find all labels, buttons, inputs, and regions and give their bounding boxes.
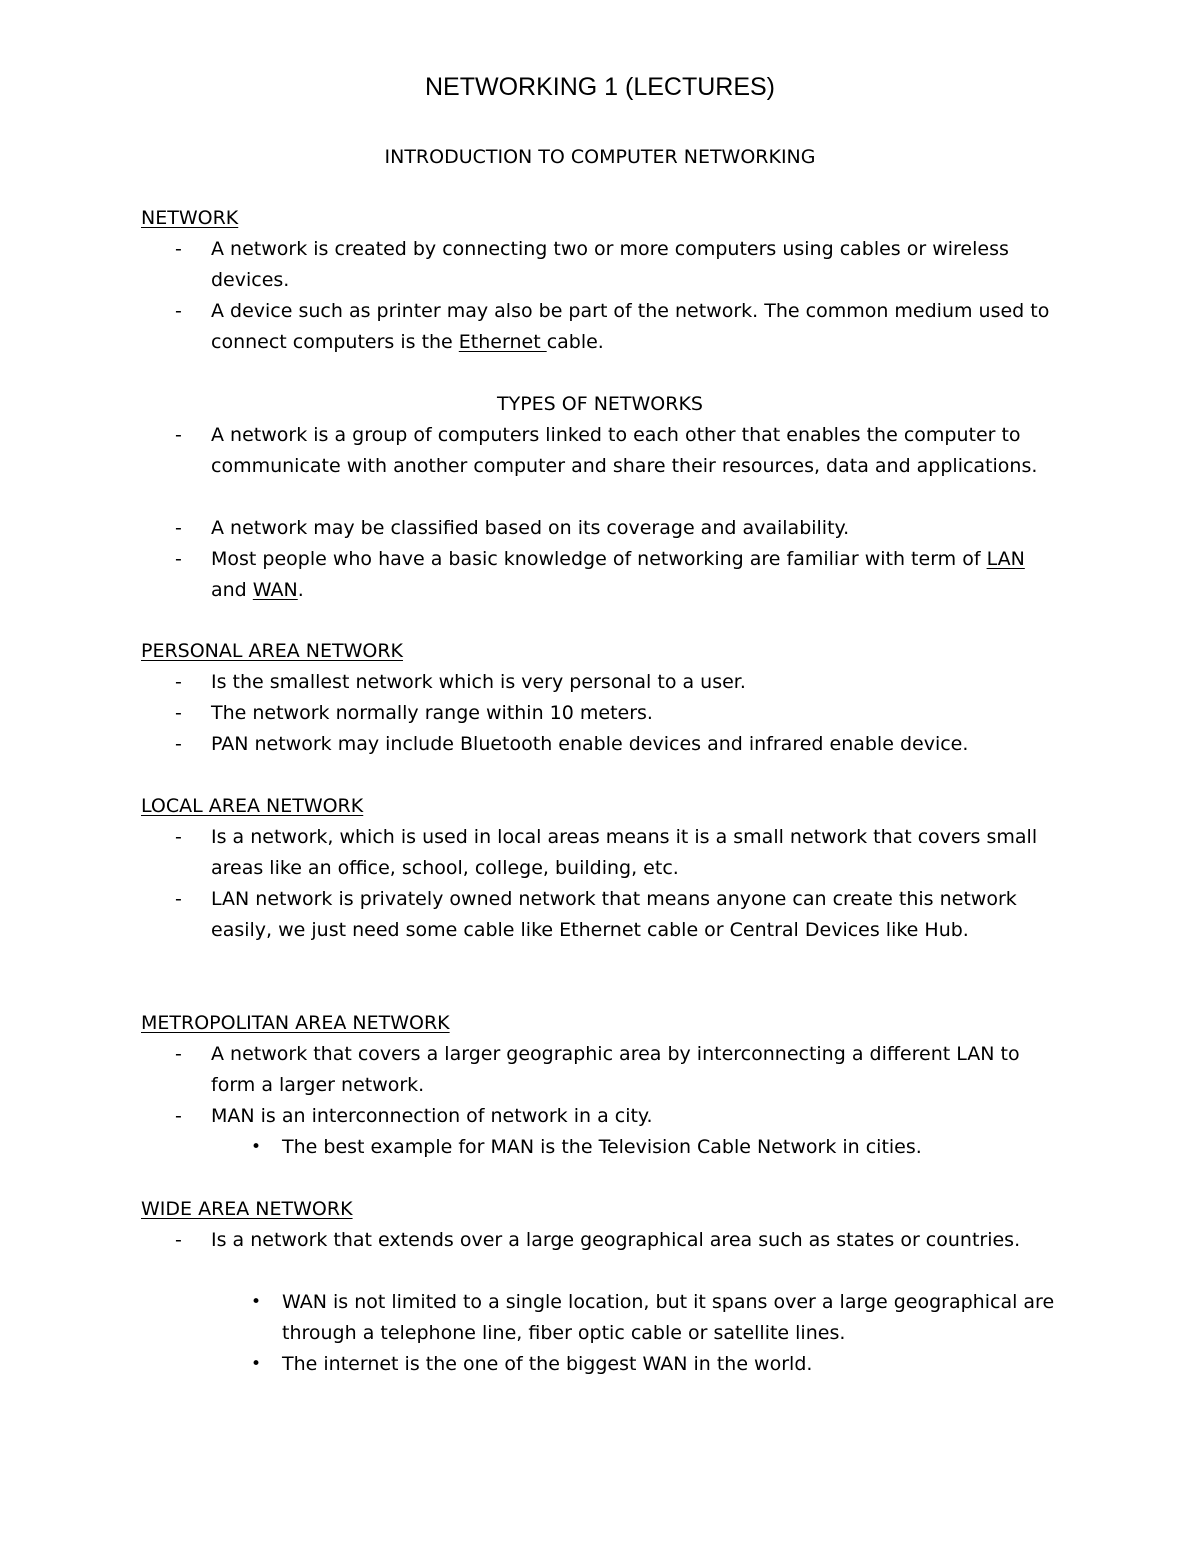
list-item-text: Is the smallest network which is very personal to a user. [211, 671, 746, 693]
sub-list-item-text: WAN is not limited to a single location, but it spans over a large geographical are through a telephone line, fiber optic cable or satellite lines. [282, 1291, 1055, 1344]
dash-marker: - [175, 517, 182, 539]
dash-marker: - [175, 671, 182, 693]
list-item [141, 544, 1061, 606]
sub-list-item-text: The best example for MAN is the Television Cable Network in cities. [282, 1136, 922, 1158]
ethernet-term: Ethernet [458, 331, 547, 353]
list-item-text: A network may be classified based on its coverage and availability. [211, 517, 850, 539]
list-item [141, 420, 1061, 482]
list-item-text: MAN is an interconnection of network in a city. [211, 1105, 653, 1127]
list-item [141, 296, 1061, 358]
list-item [141, 513, 1061, 544]
dash-marker: - [175, 300, 182, 322]
document-subtitle: INTRODUCTION TO COMPUTER NETWORKING [384, 146, 816, 168]
bullet-marker: • [251, 1292, 262, 1312]
sub-list-item [141, 1287, 1071, 1349]
sub-list-item-text: The internet is the one of the biggest WAN in the world. [282, 1353, 813, 1375]
list-item [141, 1039, 1061, 1101]
list-item-text: A network is a group of computers linked to each other that enables the computer to communicate with another computer and share their resources, data and applications. [211, 424, 1038, 477]
list-item-text: PAN network may include Bluetooth enable devices and infrared enable device. [211, 733, 969, 755]
dash-marker: - [175, 733, 182, 755]
dash-marker: - [175, 1043, 182, 1065]
section-heading-man: METROPOLITAN AREA NETWORK [141, 1012, 450, 1034]
list-item [141, 234, 1061, 296]
document-title: NETWORKING 1 (LECTURES) [424, 73, 776, 101]
list-item [141, 698, 1061, 729]
dash-marker: - [175, 238, 182, 260]
list-item-text: The network normally range within 10 meters. [211, 702, 653, 724]
list-item [141, 1225, 1061, 1256]
section-heading-wan: WIDE AREA NETWORK [141, 1198, 353, 1220]
section-heading-pan: PERSONAL AREA NETWORK [141, 640, 403, 662]
dash-marker: - [175, 548, 182, 570]
list-item [141, 884, 1061, 946]
section-heading-lan: LOCAL AREA NETWORK [141, 795, 364, 817]
bullet-marker: • [251, 1354, 262, 1374]
dash-marker: - [175, 1105, 182, 1127]
section-heading-types: TYPES OF NETWORKS [497, 393, 703, 415]
list-item [141, 729, 1061, 760]
sub-list-item [141, 1349, 1071, 1380]
list-item-text: LAN network is privately owned network that means anyone can create this network easily, we just need some cable like Ethernet cable or Central Devices like Hub. [211, 888, 1017, 941]
list-item-text: A network is created by connecting two or more computers using cables or wireless devices. [211, 238, 1009, 291]
list-item [141, 667, 1061, 698]
list-item [141, 822, 1061, 884]
dash-marker: - [175, 424, 182, 446]
list-item-text: A device such as printer may also be part of the network. The common medium used to connect computers is the Ethernet cable. [211, 300, 1050, 353]
wan-term: WAN [252, 579, 298, 601]
list-item-text: A network that covers a larger geographic area by interconnecting a different LAN to form a larger network. [211, 1043, 1020, 1096]
dash-marker: - [175, 702, 182, 724]
dash-marker: - [175, 888, 182, 910]
list-item-text: Is a network, which is used in local areas means it is a small network that covers small areas like an office, school, college, building, etc. [211, 826, 1038, 879]
list-item-text: Most people who have a basic knowledge of networking are familiar with term of LAN and WAN. [211, 548, 1025, 601]
section-heading-network: NETWORK [141, 207, 239, 229]
dash-marker: - [175, 1229, 182, 1251]
lan-term: LAN [986, 548, 1025, 570]
list-item [141, 1101, 1061, 1132]
bullet-marker: • [251, 1137, 262, 1157]
list-item-text: Is a network that extends over a large geographical area such as states or countries. [211, 1229, 1021, 1251]
sub-list-item [141, 1132, 1071, 1163]
dash-marker: - [175, 826, 182, 848]
